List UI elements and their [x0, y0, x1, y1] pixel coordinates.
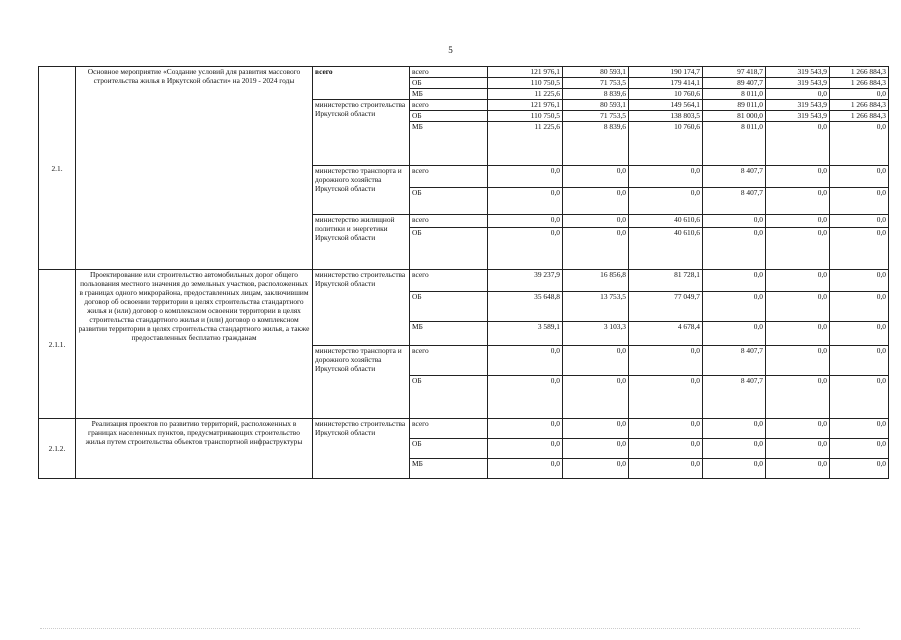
responsible-executor: министерство транспорта и дорожного хозяйства Иркутской области — [313, 346, 410, 419]
funding-value: 8 011,0 — [703, 89, 766, 100]
funding-value: 39 237,9 — [488, 270, 563, 292]
funding-value: 0,0 — [766, 459, 830, 479]
funding-source: ОБ — [410, 439, 488, 459]
funding-value: 110 750,5 — [488, 78, 563, 89]
funding-value: 0,0 — [629, 188, 703, 215]
funding-source: ОБ — [410, 228, 488, 270]
funding-value: 97 418,7 — [703, 67, 766, 78]
funding-value: 0,0 — [830, 122, 889, 166]
funding-value: 8 407,7 — [703, 376, 766, 419]
page-number: 5 — [448, 45, 453, 55]
funding-source: ОБ — [410, 376, 488, 419]
funding-source: всего — [410, 419, 488, 439]
funding-value: 121 976,1 — [488, 67, 563, 78]
funding-value: 110 750,5 — [488, 111, 563, 122]
funding-value: 0,0 — [830, 459, 889, 479]
funding-source: всего — [410, 67, 488, 78]
row-number: 2.1.1. — [39, 270, 76, 419]
funding-value: 0,0 — [563, 228, 629, 270]
table-row — [39, 419, 889, 439]
funding-value: 0,0 — [766, 122, 830, 166]
funding-value: 0,0 — [629, 439, 703, 459]
funding-value: 0,0 — [830, 166, 889, 188]
funding-value: 0,0 — [766, 166, 830, 188]
funding-value: 0,0 — [703, 270, 766, 292]
funding-value: 0,0 — [703, 419, 766, 439]
funding-source: ОБ — [410, 292, 488, 322]
funding-value: 0,0 — [766, 89, 830, 100]
funding-value: 0,0 — [488, 439, 563, 459]
funding-value: 0,0 — [563, 376, 629, 419]
funding-value: 0,0 — [563, 215, 629, 228]
funding-value: 81 000,0 — [703, 111, 766, 122]
funding-value: 1 266 884,3 — [830, 67, 889, 78]
funding-value: 0,0 — [766, 215, 830, 228]
funding-value: 0,0 — [830, 292, 889, 322]
responsible-executor: министерство жилищной политики и энергетики Иркутской области — [313, 215, 410, 270]
funding-value: 0,0 — [830, 270, 889, 292]
funding-value: 8 839,6 — [563, 122, 629, 166]
responsible-executor: министерство строительства Иркутской области — [313, 270, 410, 346]
funding-value: 1 266 884,3 — [830, 78, 889, 89]
funding-value: 0,0 — [488, 459, 563, 479]
scan-noise — [40, 628, 860, 630]
funding-value: 8 011,0 — [703, 122, 766, 166]
funding-value: 0,0 — [766, 270, 830, 292]
funding-source: всего — [410, 270, 488, 292]
funding-value: 319 543,9 — [766, 78, 830, 89]
funding-source: МБ — [410, 122, 488, 166]
funding-value: 0,0 — [830, 376, 889, 419]
funding-value: 71 753,5 — [563, 78, 629, 89]
activity-name: Основное мероприятие «Создание условий для развития массового строительства жилья в Иркутской области» на 2019 - 2024 годы — [76, 67, 313, 270]
funding-value: 0,0 — [488, 419, 563, 439]
funding-value: 0,0 — [703, 459, 766, 479]
row-number: 2.1. — [39, 67, 76, 270]
funding-value: 0,0 — [766, 376, 830, 419]
funding-value: 0,0 — [766, 419, 830, 439]
responsible-executor: министерство строительства Иркутской области — [313, 100, 410, 166]
funding-value: 0,0 — [563, 346, 629, 376]
funding-value: 0,0 — [703, 215, 766, 228]
funding-value: 81 728,1 — [629, 270, 703, 292]
funding-value: 80 593,1 — [563, 67, 629, 78]
responsible-executor: министерство транспорта и дорожного хозяйства Иркутской области — [313, 166, 410, 215]
funding-value: 0,0 — [488, 215, 563, 228]
funding-value: 319 543,9 — [766, 100, 830, 111]
funding-source: всего — [410, 346, 488, 376]
activity-name: Проектирование или строительство автомобильных дорог общего пользования местного значения до земельных участков, расположенных в границах одного микрорайона, предоставленных лицам, заключившим договор об освоении территории в целях строительства стандартного жилья и (или) договор о комплексном освоении территории в целях строительства стандартного жилья и (или) договор о комплексном развитии территории в целях строительства стандартного жилья, а также предоставленных бесплатно гражданам — [76, 270, 313, 419]
funding-value: 8 839,6 — [563, 89, 629, 100]
funding-value: 0,0 — [563, 419, 629, 439]
funding-value: 0,0 — [830, 188, 889, 215]
table-body — [39, 67, 889, 479]
funding-value: 16 856,8 — [563, 270, 629, 292]
funding-value: 0,0 — [830, 439, 889, 459]
funding-value: 0,0 — [629, 376, 703, 419]
funding-value: 0,0 — [488, 228, 563, 270]
funding-value: 0,0 — [563, 439, 629, 459]
funding-value: 149 564,1 — [629, 100, 703, 111]
activity-name: Реализация проектов по развитию территорий, расположенных в границах населенных пунктов, предусматривающих строительство жилья путем строительства объектов транспортной инфраструктуры — [76, 419, 313, 479]
funding-value: 3 589,1 — [488, 322, 563, 346]
funding-value: 10 760,6 — [629, 89, 703, 100]
funding-value: 0,0 — [629, 166, 703, 188]
funding-value: 0,0 — [703, 322, 766, 346]
funding-value: 0,0 — [488, 376, 563, 419]
funding-value: 13 753,5 — [563, 292, 629, 322]
funding-value: 1 266 884,3 — [830, 111, 889, 122]
funding-value: 138 803,5 — [629, 111, 703, 122]
funding-value: 40 610,6 — [629, 228, 703, 270]
funding-value: 0,0 — [766, 228, 830, 270]
funding-value: 121 976,1 — [488, 100, 563, 111]
funding-source: всего — [410, 166, 488, 188]
funding-source: МБ — [410, 322, 488, 346]
funding-value: 0,0 — [830, 228, 889, 270]
funding-value: 0,0 — [629, 459, 703, 479]
funding-value: 77 049,7 — [629, 292, 703, 322]
funding-value: 11 225,6 — [488, 122, 563, 166]
funding-source: ОБ — [410, 111, 488, 122]
funding-value: 8 407,7 — [703, 166, 766, 188]
funding-value: 0,0 — [703, 228, 766, 270]
funding-value: 0,0 — [766, 292, 830, 322]
funding-value: 0,0 — [766, 439, 830, 459]
funding-value: 0,0 — [830, 346, 889, 376]
row-number: 2.1.2. — [39, 419, 76, 479]
funding-value: 0,0 — [830, 419, 889, 439]
funding-value: 0,0 — [703, 439, 766, 459]
funding-value: 0,0 — [766, 188, 830, 215]
funding-value: 0,0 — [703, 292, 766, 322]
funding-source: МБ — [410, 459, 488, 479]
funding-source: всего — [410, 100, 488, 111]
funding-value: 1 266 884,3 — [830, 100, 889, 111]
funding-value: 0,0 — [766, 346, 830, 376]
funding-value: 4 678,4 — [629, 322, 703, 346]
funding-value: 0,0 — [488, 166, 563, 188]
funding-value: 0,0 — [629, 346, 703, 376]
responsible-executor: министерство строительства Иркутской области — [313, 419, 410, 479]
table-row — [39, 67, 889, 78]
funding-value: 319 543,9 — [766, 111, 830, 122]
funding-value: 89 407,7 — [703, 78, 766, 89]
funding-source: всего — [410, 215, 488, 228]
funding-value: 0,0 — [488, 346, 563, 376]
funding-value: 179 414,1 — [629, 78, 703, 89]
responsible-executor: всего — [313, 67, 410, 100]
funding-value: 3 103,3 — [563, 322, 629, 346]
funding-value: 0,0 — [830, 89, 889, 100]
funding-source: ОБ — [410, 78, 488, 89]
funding-value: 71 753,5 — [563, 111, 629, 122]
funding-value: 11 225,6 — [488, 89, 563, 100]
funding-value: 0,0 — [563, 166, 629, 188]
funding-source: ОБ — [410, 188, 488, 215]
funding-value: 8 407,7 — [703, 188, 766, 215]
funding-value: 0,0 — [563, 459, 629, 479]
funding-value: 10 760,6 — [629, 122, 703, 166]
funding-value: 40 610,6 — [629, 215, 703, 228]
funding-value: 0,0 — [488, 188, 563, 215]
funding-value: 0,0 — [830, 215, 889, 228]
budget-table — [38, 66, 889, 479]
table-row — [39, 270, 889, 292]
funding-value: 8 407,7 — [703, 346, 766, 376]
funding-value: 319 543,9 — [766, 67, 830, 78]
funding-value: 190 174,7 — [629, 67, 703, 78]
funding-value: 80 593,1 — [563, 100, 629, 111]
funding-value: 35 648,8 — [488, 292, 563, 322]
funding-value: 0,0 — [830, 322, 889, 346]
funding-source: МБ — [410, 89, 488, 100]
funding-value: 0,0 — [563, 188, 629, 215]
funding-value: 0,0 — [766, 322, 830, 346]
funding-value: 0,0 — [629, 419, 703, 439]
funding-value: 89 011,0 — [703, 100, 766, 111]
